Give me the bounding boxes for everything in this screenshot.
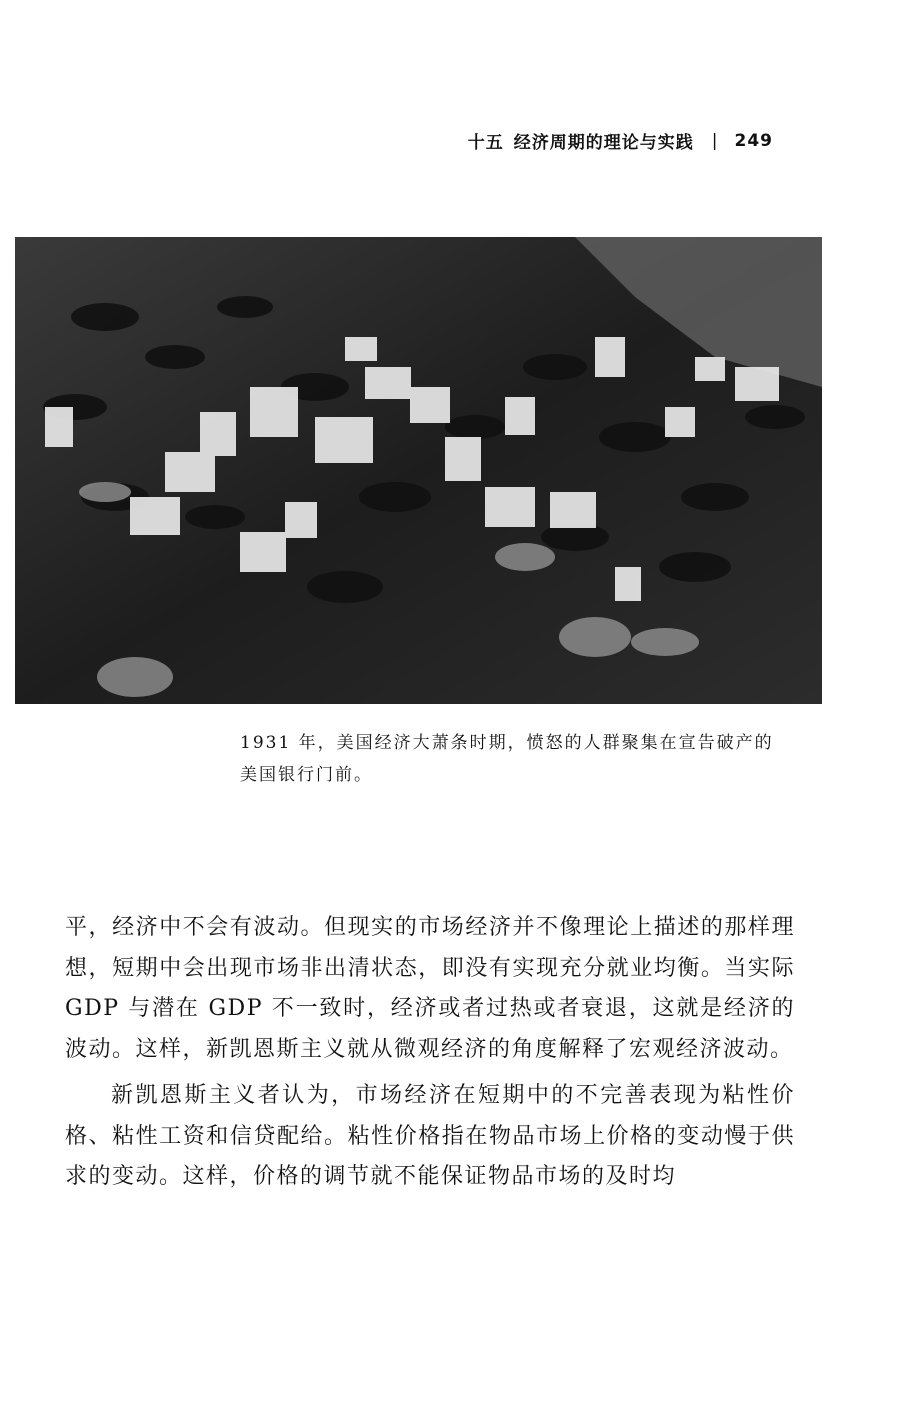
crowd-photo xyxy=(15,237,822,704)
chapter-number: 十五 xyxy=(467,133,504,153)
paragraph-2: 新凯恩斯主义者认为，市场经济在短期中的不完善表现为粘性价格、粘性工资和信贷配给。粘性价格指在物品市场上价格的变动慢于供求的变动。这样，价格的调节就不能保证物品市场的及时均 xyxy=(65,1083,795,1189)
photo-caption: 1931 年，美国经济大萧条时期，愤怒的人群聚集在宣告破产的美国银行门前。 xyxy=(240,733,774,785)
running-header xyxy=(468,128,773,153)
crowd-photo-icon xyxy=(15,237,822,704)
page-number: 249 xyxy=(734,130,773,151)
body-text xyxy=(65,908,795,1198)
paragraph-1: 平，经济中不会有波动。但现实的市场经济并不像理论上描述的那样理想，短期中会出现市场非出清状态，即没有实现充分就业均衡。当实际 GDP 与潜在 GDP 不一致时，经济或者过热或者衰退，这就是经济的波动。这样，新凯恩斯主义就从微观经济的角度解释了宏观经济波动。 xyxy=(65,915,795,1062)
header-separator: | xyxy=(711,130,719,151)
chapter-title: 经济周期的理论与实践 xyxy=(513,133,694,153)
